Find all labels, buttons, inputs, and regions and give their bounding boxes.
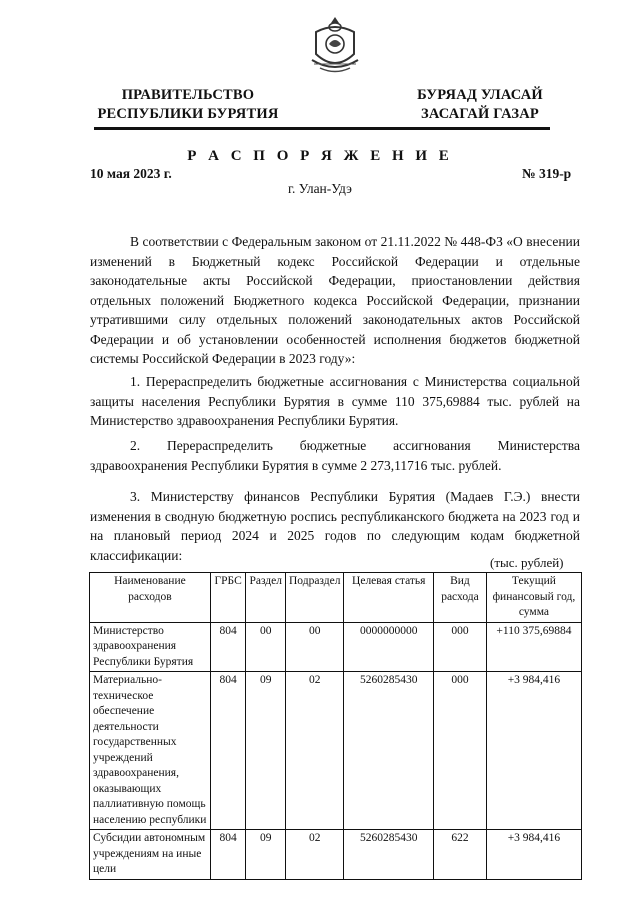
government-name-ru — [84, 86, 292, 124]
cell-grbs: 804 — [210, 622, 246, 672]
col-header-vid: Вид расхода — [434, 573, 487, 623]
table-units: (тыс. рублей) — [490, 555, 564, 570]
government-name-bua — [405, 86, 555, 124]
col-header-grbs: ГРБС — [210, 573, 246, 623]
col-header-podrazdel: Подраздел — [286, 573, 344, 623]
document-city: г. Улан-Удэ — [288, 181, 352, 196]
cell-vid: 622 — [434, 830, 487, 880]
table-row — [90, 622, 582, 672]
cell-grbs: 804 — [210, 830, 246, 880]
budget-table — [89, 572, 582, 880]
cell-grbs: 804 — [210, 672, 246, 830]
document-number: № 319-р — [522, 166, 572, 181]
col-header-razdel: Раздел — [246, 573, 286, 623]
cell-sum: +3 984,416 — [486, 672, 581, 830]
table-header-row — [90, 573, 582, 623]
cell-name: Субсидии автономным учреждениям на иные цели — [90, 830, 211, 880]
cell-name: Материально-техническое обеспечение деятельности государственных учреждений здравоохранения, оказывающих паллиативную помощь населению республики — [90, 672, 211, 830]
table-row — [90, 830, 582, 880]
paragraph-3: 3. Министерству финансов Республики Бурятия (Мадаев Г.Э.) внести изменения в сводную бюджетную роспись республиканского бюджета на 2023 год и на плановый период 2024 и 2025 годов по следующим кодам бюджетной классификации: — [90, 489, 580, 563]
government-name-ru-line2: РЕСПУБЛИКИ БУРЯТИЯ — [97, 106, 279, 122]
col-header-sum: Текущий финансовый год, сумма — [486, 573, 581, 623]
cell-podrazdel: 00 — [286, 622, 344, 672]
cell-podrazdel: 02 — [286, 830, 344, 880]
cell-razdel: 09 — [246, 672, 286, 830]
republic-emblem-icon — [306, 14, 364, 76]
cell-vid: 000 — [434, 622, 487, 672]
document-date: 10 мая 2023 г. — [90, 166, 172, 181]
col-header-target: Целевая статья — [344, 573, 434, 623]
cell-vid: 000 — [434, 672, 487, 830]
preamble-paragraph: В соответствии с Федеральным законом от 21.11.2022 № 448-ФЗ «О внесении изменений в Бюджетный кодекс Российской Федерации и отдельные законодательные акты Российской Федерации, приостановлении действия отдельных положений Бюджетного кодекса Российской Федерации, признании утратившими силу отдельных положений законодательных актов Российской Федерации и об установлении особенностей исполнения бюджетов бюджетной системы Российской Федерации в 2023 году»: — [90, 234, 580, 366]
paragraph-1: 1. Перераспределить бюджетные ассигнования с Министерства социальной защиты населения Республики Бурятия в сумме 110 375,69884 тыс. рублей на Министерство здравоохранения Республики Бурятия. — [90, 374, 580, 428]
cell-sum: +3 984,416 — [486, 830, 581, 880]
col-header-name: Наименование расходов — [90, 573, 211, 623]
cell-sum: +110 375,69884 — [486, 622, 581, 672]
government-name-bua-line2: ЗАСАГАЙ ГАЗАР — [421, 106, 539, 122]
cell-target: 5260285430 — [344, 672, 434, 830]
cell-name: Министерство здравоохранения Республики Бурятия — [90, 622, 211, 672]
cell-podrazdel: 02 — [286, 672, 344, 830]
cell-razdel: 00 — [246, 622, 286, 672]
header-divider — [94, 127, 550, 130]
government-name-ru-line1: ПРАВИТЕЛЬСТВО — [121, 87, 255, 103]
document-title: Р А С П О Р Я Ж Е Н И Е — [187, 148, 453, 164]
paragraph-2: 2. Перераспределить бюджетные ассигнования Министерства здравоохранения Республики Бурятия в сумме 2 273,11716 тыс. рублей. — [90, 438, 580, 473]
cell-target: 0000000000 — [344, 622, 434, 672]
table-row — [90, 672, 582, 830]
government-name-bua-line1: БУРЯАД УЛАСАЙ — [417, 87, 543, 103]
cell-target: 5260285430 — [344, 830, 434, 880]
cell-razdel: 09 — [246, 830, 286, 880]
